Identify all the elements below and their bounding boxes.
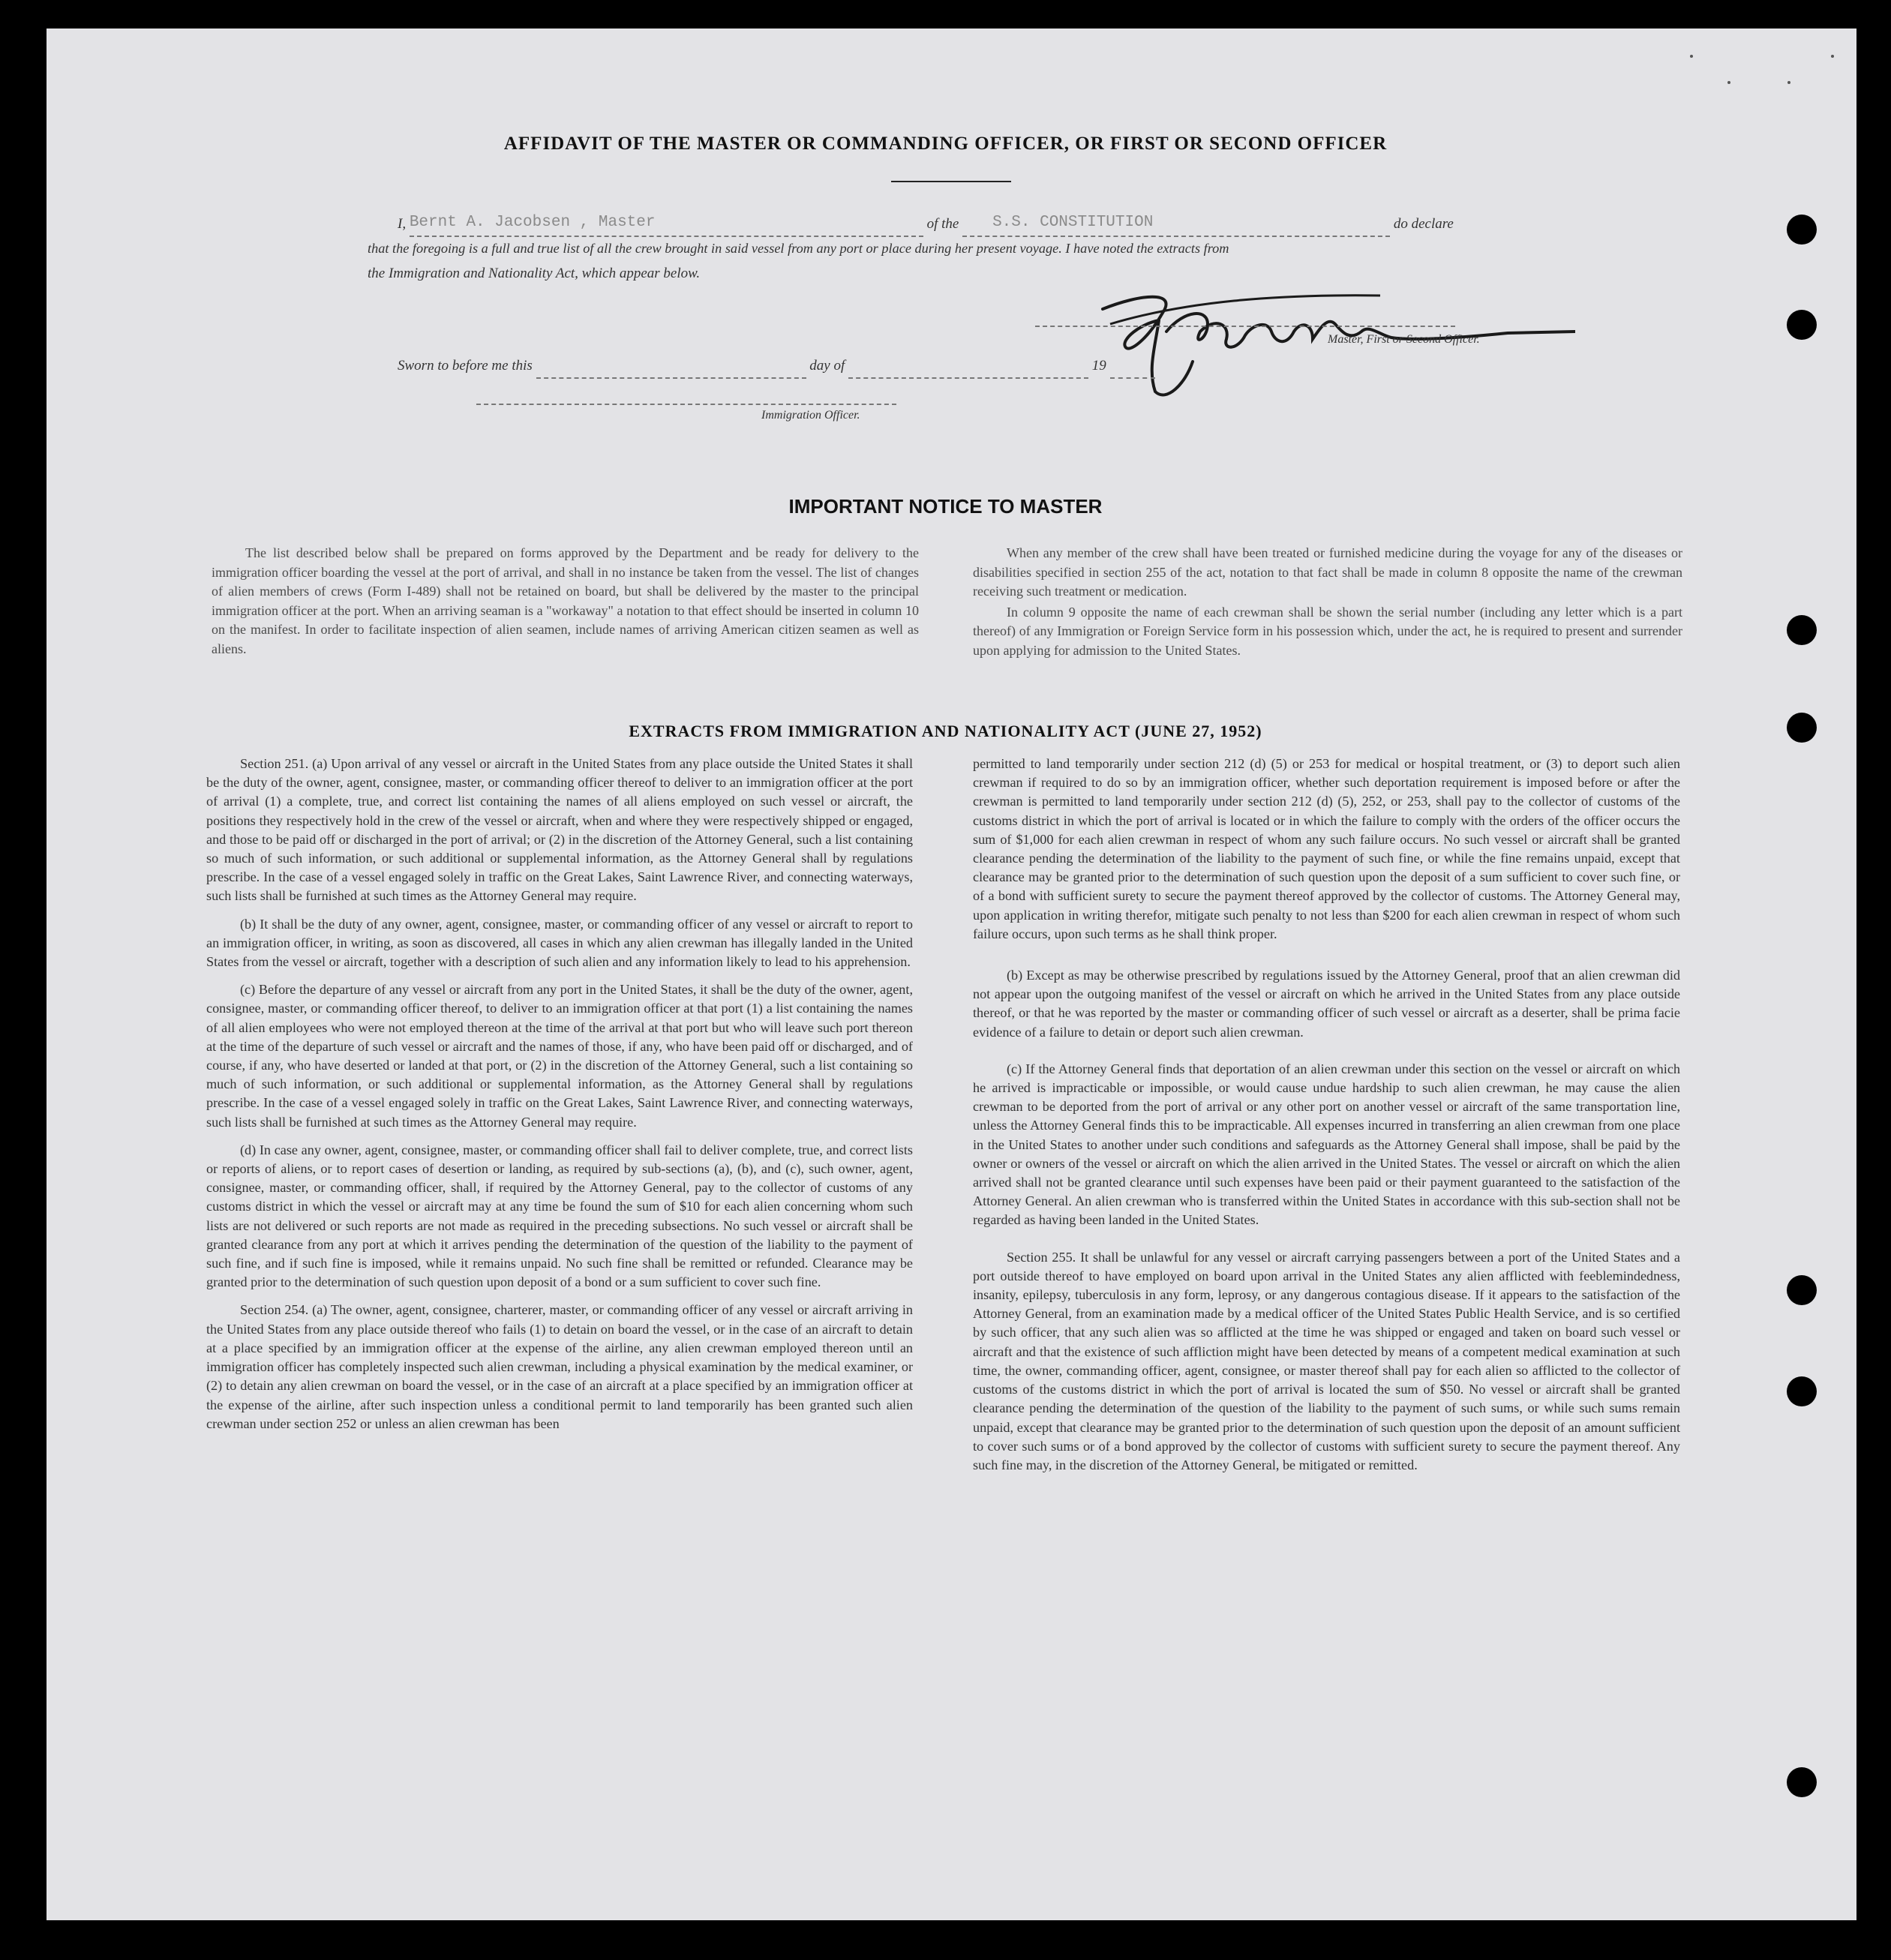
declaration-line-1 bbox=[398, 209, 1538, 237]
binder-hole bbox=[1787, 1767, 1817, 1797]
extracts-heading: EXTRACTS FROM IMMIGRATION AND NATIONALITY ACT (JUNE 27, 1952) bbox=[629, 722, 1262, 740]
notice-right-paragraph-2: In column 9 opposite the name of each crewman shall be shown the serial number (including any letter which is a part thereof) of any Immigration or Foreign Service form in his possession which, under the act, he is required to present and surrender upon applying for admission to the United States. bbox=[973, 604, 1682, 658]
notice-left-column bbox=[212, 544, 919, 668]
scan-speck bbox=[1727, 81, 1730, 84]
binder-hole bbox=[1787, 1275, 1817, 1305]
declaration-line-2: that the foregoing is a full and true list of all the crew brought in said vessel from any port or place during her present voyage. I have noted the extracts from bbox=[368, 241, 1229, 256]
section-251-b: (b) It shall be the duty of any owner, agent, consignee, master, or commanding officer of any vessel or aircraft to report to an immigration officer, in writing, as soon as discovered, all cases in which any alien crewman has illegally landed in the United States from the vessel or aircraft, together with a description of such alien and any information likely to lead to his apprehension. bbox=[206, 916, 913, 970]
signature-line bbox=[1035, 326, 1455, 327]
label-of-the: of the bbox=[926, 216, 959, 232]
notice-right-paragraph-1: When any member of the crew shall have been treated or furnished medicine during the voyage for any of the diseases or disabilities specified in section 255 of the act, notation to that fact shall be made in column 8 opposite the name of the crewman receiving such treatment or medication. bbox=[973, 545, 1682, 599]
sworn-line bbox=[398, 353, 1155, 379]
scan-speck bbox=[1831, 55, 1834, 58]
notice-left-paragraph: The list described below shall be prepared on forms approved by the Department and be ready for delivery to the immigration officer boarding the vessel at the port of arrival, and shall in no instance be taken from the vessel. The list of changes of alien members of crews (Form I-489) shall not be retained on board, but shall be delivered by the master to the principal immigration officer at the port. When an arriving seaman is a "workaway" a notation to that effect should be inserted in column 10 on the manifest. In order to facilitate inspection of alien seamen, include names of arriving American citizen seamen as well as aliens. bbox=[212, 545, 919, 656]
extracts-right-column bbox=[973, 755, 1680, 1484]
day-field bbox=[536, 377, 806, 379]
binder-hole bbox=[1787, 615, 1817, 645]
vessel-field bbox=[962, 209, 1390, 237]
affidavit-heading: AFFIDAVIT OF THE MASTER OR COMMANDING OFFICER, OR FIRST OR SECOND OFFICER bbox=[503, 134, 1388, 154]
label-i: I, bbox=[398, 216, 407, 232]
notice-right-column bbox=[973, 544, 1682, 669]
section-255: Section 255. It shall be unlawful for any vessel or aircraft carrying passengers between a port of the United States and a port outside thereof to have employed on board upon arrival in the United States any alien afflicted with feeblemindedness, insanity, epilepsy, tuberculosis in any form, leprosy, or any dangerous contagious disease. If it appears to the satisfaction of the Attorney General, from an examination made by a medical officer of the United States Public Health Service, and is so certified by such officer, that any such alien was so afflicted at the time he was shipped or engaged and taken on board such vessel or aircraft and that the existence of such affliction might have been detected by means of a competent medical examination at such time, the owner, commanding officer, agent, consignee, or master thereof shall pay for each alien so afflicted to the collector of customs of the customs district in which the port of arrival is located the sum of $50. No vessel or aircraft shall be granted clearance pending the determination of the question of the liability to the payment of such sums, or while such sums remain unpaid, except that clearance may be granted prior to the determination of such question upon the deposit of an amount sufficient to cover such sums or of a bond approved by the collector of customs with sufficient surety to secure the payment thereof. Any such fine may, in the discretion of the Attorney General, be mitigated or remitted. bbox=[973, 1249, 1680, 1472]
binder-hole bbox=[1787, 310, 1817, 340]
label-sworn: Sworn to before me this bbox=[398, 358, 533, 374]
officer-signature-line bbox=[476, 404, 896, 405]
notice-heading: IMPORTANT NOTICE TO MASTER bbox=[788, 495, 1103, 518]
month-field bbox=[848, 377, 1088, 379]
section-254-b: (b) Except as may be otherwise prescribed by regulations issued by the Attorney General, proof that an alien crewman did not appear upon the outgoing manifest of the vessel or aircraft on which he arrived in the United States from any place outside thereof, or that he was reported by the master or commanding officer of such vessel or aircraft as a deserter, shall be prima facie evidence of a failure to detain or deport such alien crewman. bbox=[973, 968, 1680, 1040]
officer-caption: Immigration Officer. bbox=[761, 409, 860, 422]
section-251-d: (d) In case any owner, agent, consignee, master, or commanding officer shall fail to deliver complete, true, and correct lists or reports of aliens, or to report cases of desertion or landing, as required by sub-sections (a), (b), and (c), such owner, agent, consignee, master, or commanding officer, shall, if required by the Attorney General, pay to the collector of customs of any customs district in which the vessel or aircraft may at any time be found the sum of $10 for each alien concerning whom such lists are not delivered or such reports are not made as required in the preceding subsections. No such vessel or aircraft shall be granted clearance from any port at which it arrives pending the determination of the question of the liability to the payment of such fine, and if such fine is imposed, while it remains unpaid. No such fine shall be remitted or refunded. Clearance may be granted prior to the determination of such question upon deposit of a bond or a sum sufficient to cover such fine. bbox=[206, 1142, 913, 1290]
section-254-a: Section 254. (a) The owner, agent, consignee, charterer, master, or commanding officer of any vessel or aircraft arriving in the United States from any place outside thereof who fails (1) to detain on board the vessel, or in the case of an aircraft to detain at a place specified by an immigration officer at the expense of the airline, any alien crewman employed thereon until an immigration officer has completely inspected such alien crewman, including a physical examination by the medical examiner, or (2) to detain any alien crewman on board the vessel, or in the case of an aircraft at a place specified by an immigration officer at the expense of the airline, after such inspection unless a conditional permit to land temporarily has been granted such alien crewman under section 252 or unless an alien crewman has been bbox=[206, 1302, 913, 1431]
extracts-left-column bbox=[206, 755, 913, 1442]
scan-speck bbox=[1787, 81, 1790, 84]
section-251-a: Section 251. (a) Upon arrival of any vessel or aircraft in the United States from any place outside the United States it shall be the duty of the owner, agent, consignee, master, or commanding officer thereof to deliver to an immigration officer at the port of arrival (1) a complete, true, and correct list containing the names of all aliens employed on such vessel or aircraft, the positions they respectively hold in the crew of the vessel or aircraft, when and where they were respectively shipped or engaged, and those to be paid off or discharged in the port of arrival; or (2) in the discretion of the Attorney General, such a list containing so much of such information, or such additional or supplemental information, as the Attorney General shall by regulations prescribe. In the case of a vessel engaged solely in traffic on the Great Lakes, Saint Lawrence River, and connecting waterways, such lists shall be furnished at such times as the Attorney General may require. bbox=[206, 756, 913, 904]
section-251-c: (c) Before the departure of any vessel or aircraft from any port in the United States, it shall be the duty of the owner, agent, consignee, master, or commanding officer thereof, to deliver to an immigration officer at that port (1) a list containing the names of all alien employees who were not employed thereon at the time of the arrival at that port but who will leave such port thereon at the time of the departure of such vessel or aircraft and the names of those, if any, who have been paid off or discharged, and of course, if any, who have deserted or landed at that port, or (2) in the discretion of the Attorney General, such a list containing so much of such information, or such additional or supplemental information, as the Attorney General shall by regulations prescribe. In the case of a vessel engaged solely in traffic on the Great Lakes, Saint Lawrence River, and connecting waterways, such lists shall be furnished at such times as the Attorney General may require. bbox=[206, 982, 913, 1130]
label-year: 19 bbox=[1091, 358, 1106, 374]
declarant-name: Bernt A. Jacobsen , Master bbox=[409, 214, 656, 231]
section-254-c: (c) If the Attorney General finds that deportation of an alien crewman under this section on the vessel or aircraft on which he arrived is impracticable or impossible, or would cause undue hardship to such alien crewman, he may cause the alien crewman to be deported from the port of arrival or any other port on another vessel or aircraft of the same transportation line, unless the Attorney General finds this to be impracticable. All expenses incurred in transferring an alien crewman from one place in the United States to another under such conditions and safeguards as the Attorney General shall impose, shall be paid by the owner or owners of the vessel or aircraft on which the alien arrived in the United States. The vessel or aircraft on which the alien arrived shall not be granted clearance until such expenses have been paid or their payment guaranteed to the satisfaction of the Attorney General. An alien crewman who is transferred within the United States in accordance with this sub-section shall not be regarded as having been landed in the United States. bbox=[973, 1061, 1680, 1228]
label-day-of: day of bbox=[809, 358, 845, 374]
binder-hole bbox=[1787, 215, 1817, 245]
section-254-a-continued: permitted to land temporarily under section 212 (d) (5) or 253 for medical or hospital treatment, or (3) to deport such alien crewman if required to do so by an immigration officer, whether such deportation requirement is imposed before or after the crewman is permitted to land temporarily under section 212 (d) (5), 252, or 253, shall pay to the collector of customs of the customs district in which the port of arrival is located or in which the failure to comply with the orders of the officer occurs the sum of $1,000 for each alien crewman in respect of whom any such failure occurs. No such vessel or aircraft shall be granted clearance pending the determination of the liability to the payment of such fine, or while the fine remains unpaid, except that clearance may be granted prior to the determination of such question upon the deposit of a sum sufficient to cover such fine, or of a bond with sufficient surety to secure the payment thereof approved by the collector of customs. The Attorney General may, upon application in writing therefor, mitigate such penalty to not less than $200 for each alien crewman in respect of whom such failure occurs, upon such terms as he shall think proper. bbox=[973, 756, 1680, 941]
scan-speck bbox=[1690, 55, 1693, 58]
declaration-line-3: the Immigration and Nationality Act, which appear below. bbox=[368, 266, 701, 281]
declarant-field bbox=[410, 209, 923, 237]
label-do-declare: do declare bbox=[1393, 216, 1454, 232]
binder-hole bbox=[1787, 1376, 1817, 1406]
vessel-name: S.S. CONSTITUTION bbox=[992, 214, 1154, 231]
heading-rule bbox=[891, 181, 1011, 182]
signer-caption: Master, First or Second Officer. bbox=[1328, 333, 1480, 346]
year-field bbox=[1110, 377, 1155, 379]
